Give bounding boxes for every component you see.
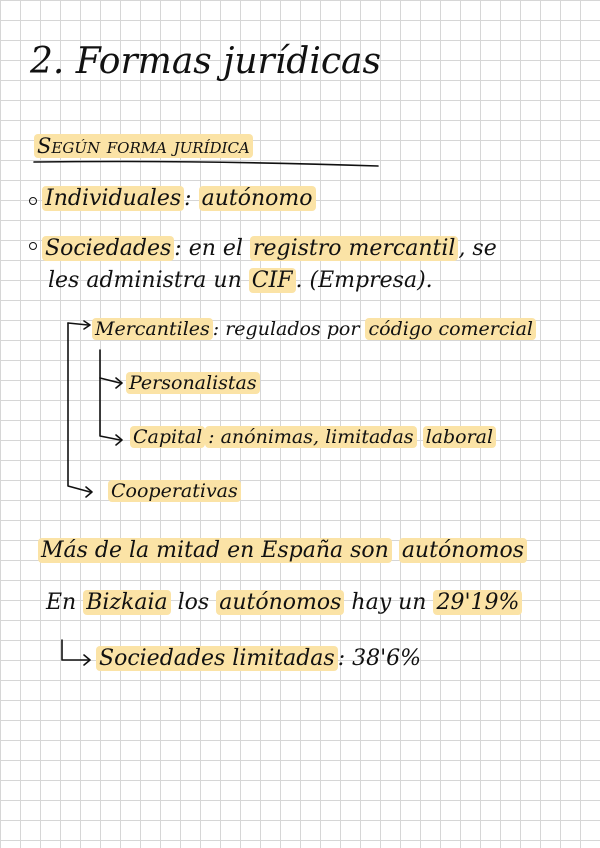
personalistas-line	[126, 374, 260, 393]
individuales-sep: :	[184, 186, 192, 211]
mercantiles-text: : regulados por	[212, 318, 360, 340]
fact-line2-autonomos: autónomos	[216, 590, 344, 615]
mercantiles-label: Mercantiles	[92, 318, 213, 340]
sociedades-cif: CIF	[249, 268, 296, 293]
sociedades-line-1	[42, 238, 497, 260]
capital-text: : anónimas, limitadas	[205, 426, 416, 448]
tree-subtrunk-line	[100, 350, 120, 440]
sociedades-text-b: , se	[458, 236, 497, 261]
individuales-line	[42, 188, 316, 210]
sociedades-text-a: en el	[188, 236, 243, 261]
individuales-value: autónomo	[199, 186, 316, 211]
sociedades-label: Sociedades	[42, 236, 174, 261]
section-heading	[34, 136, 253, 157]
sociedades-line2-a: les administra un	[48, 268, 242, 293]
heading-underline	[34, 162, 378, 167]
fact-line-3	[96, 648, 421, 670]
personalistas-label: Personalistas	[126, 372, 260, 394]
capital-laboral: laboral	[423, 426, 497, 448]
sociedades-line-2	[48, 270, 433, 292]
fact-line2-en: En	[46, 590, 77, 615]
arrow-head-cooperativas	[86, 487, 92, 497]
cooperativas-label: Cooperativas	[108, 480, 241, 502]
mercantiles-line	[92, 320, 536, 339]
arrow-head-capital	[116, 435, 122, 445]
arrow-head-personalistas	[116, 378, 122, 388]
fact-line1-text: Más de la mitad en España son	[38, 538, 392, 563]
sociedades-sep: :	[174, 236, 182, 261]
page-title: 2. Formas jurídicas	[30, 41, 381, 82]
arrow-head-limitadas	[84, 655, 90, 665]
capital-line	[130, 428, 496, 447]
tree-trunk-line	[68, 323, 90, 492]
fact-line2-los: los	[177, 590, 210, 615]
fact-line1-autonomos: autónomos	[399, 538, 527, 563]
fact-line2-bizkaia: Bizkaia	[83, 590, 170, 615]
fact-line2-percent: 29'19%	[433, 590, 522, 615]
arrow-head-mercantiles	[84, 321, 90, 329]
fact-limitadas-label: Sociedades limitadas	[96, 646, 338, 671]
fact-limitadas-percent: 38'6%	[352, 646, 422, 671]
tree-branch-personalistas	[100, 378, 120, 383]
bullet-individuales	[29, 197, 37, 205]
sociedades-line2-b: . (Empresa).	[295, 268, 433, 293]
bullet-sociedades	[29, 242, 37, 250]
tree-branch-limitadas	[62, 640, 88, 660]
fact-limitadas-sep: :	[337, 646, 346, 671]
section-heading-text: Según forma jurídica	[34, 134, 253, 158]
mercantiles-codigo: código comercial	[365, 318, 536, 340]
capital-label: Capital	[130, 426, 205, 448]
individuales-label: Individuales	[42, 186, 184, 211]
fact-line2-hay-un: hay un	[351, 590, 427, 615]
tree-branch-mercantiles	[68, 323, 88, 325]
fact-line-1	[38, 540, 527, 562]
fact-line-2	[46, 592, 522, 614]
sociedades-registro: registro mercantil	[250, 236, 458, 261]
cooperativas-line	[108, 482, 241, 501]
